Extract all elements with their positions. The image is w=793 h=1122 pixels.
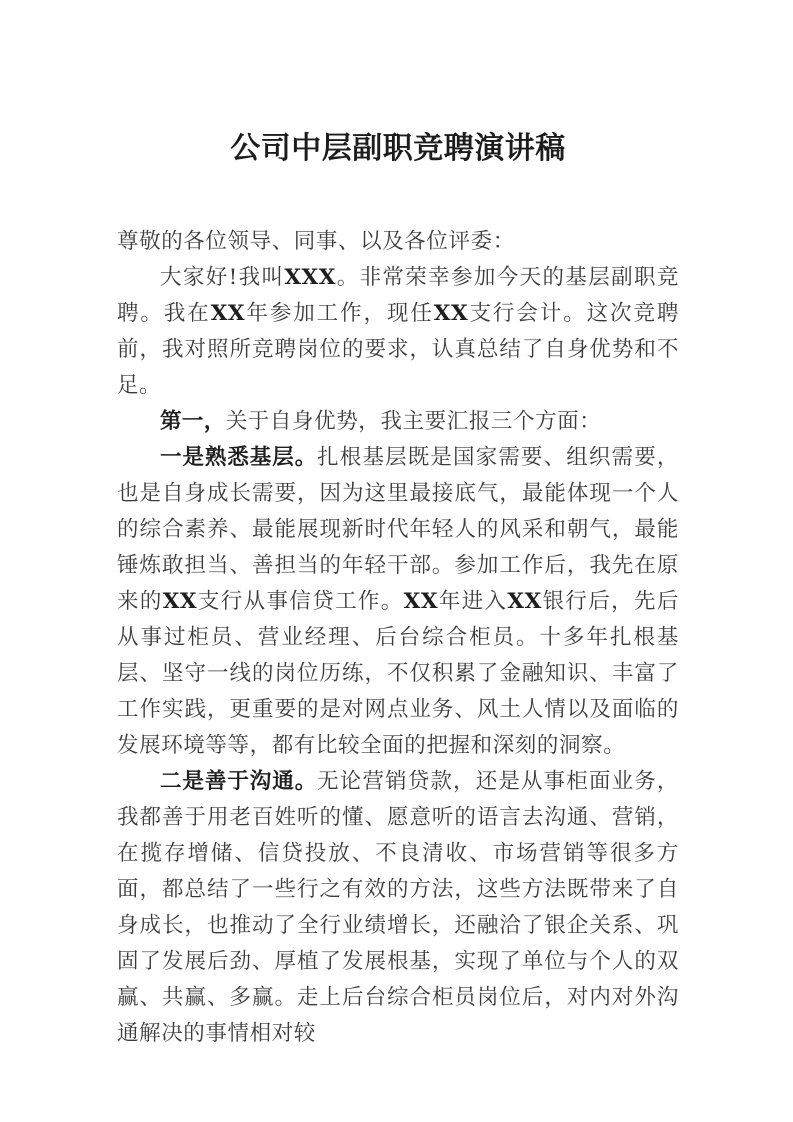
latin-placeholder: XX [403,589,439,614]
text-run: 年参加工作，现任 [245,301,434,326]
paragraph-container [117,224,679,1052]
document-body [117,118,679,1052]
latin-placeholder: XX [507,589,542,614]
text-run: 支行会计。这次竞聘前，我对照所竞聘岗位的要求，认真总结了自身优势和不足。 [117,301,679,398]
title-spacer [117,172,679,224]
paragraph-point-two [117,764,679,1052]
paragraph-opening [117,260,679,404]
latin-placeholder: XXX [284,265,336,290]
bold-run: 一是熟悉基层。 [160,445,318,470]
text-run: 。非常荣幸参加今天的基层副职竞聘。我在 [117,265,679,326]
text-run: 大家好!我叫 [160,265,285,290]
paragraph-point-one [117,440,679,764]
text-run: 年进入 [438,589,508,614]
paragraph-section-one-heading [117,404,679,440]
text-run: 尊敬的各位领导、同事、以及各位评委： [117,229,515,254]
bold-run: 第一， [160,409,226,434]
latin-placeholder: XX [210,301,246,326]
latin-placeholder: XX [162,589,198,614]
text-run: 关于自身优势，我主要汇报三个方面： [225,409,602,434]
text-run: 支行从事信贷工作。 [197,589,404,614]
page-title: 公司中层副职竞聘演讲稿 [230,131,566,166]
paragraph-salutation [117,224,679,260]
bold-run: 二是善于沟通。 [160,769,318,794]
text-run: 无论营销贷款，还是从事柜面业务，我都善于用老百姓听的懂、愿意听的语言去沟通、营销，在揽存增储、信贷投放、不良清收、市场营销等很多方面，都总结了一些行之有效的方法，这些方法既带来了自身成长，也推动了全行业绩增长，还融洽了银企关系、巩固了发展后劲、厚植了发展根基，实现了单位与个人的双赢、共赢、多赢。走上后台综合柜员岗位后，对内对外沟通解决的事情相对较 [117,769,679,1046]
latin-placeholder: XX [433,301,469,326]
text-run: 银行后，先后从事过柜员、营业经理、后台综合柜员。十多年扎根基层、坚守一线的岗位历练，不仅积累了金融知识、丰富了工作实践，更重要的是对网点业务、风土人情以及面临的发展环境等等，都有比较全面的把握和深刻的洞察。 [117,589,679,758]
text-run: 扎根基层既是国家需要、组织需要，也是自身成长需要，因为这里最接底气，最能体现一个人的综合素养、最能展现新时代年轻人的风采和朝气，最能锤炼敢担当、善担当的年轻干部。参加工作后，我先在原来的 [117,445,679,614]
